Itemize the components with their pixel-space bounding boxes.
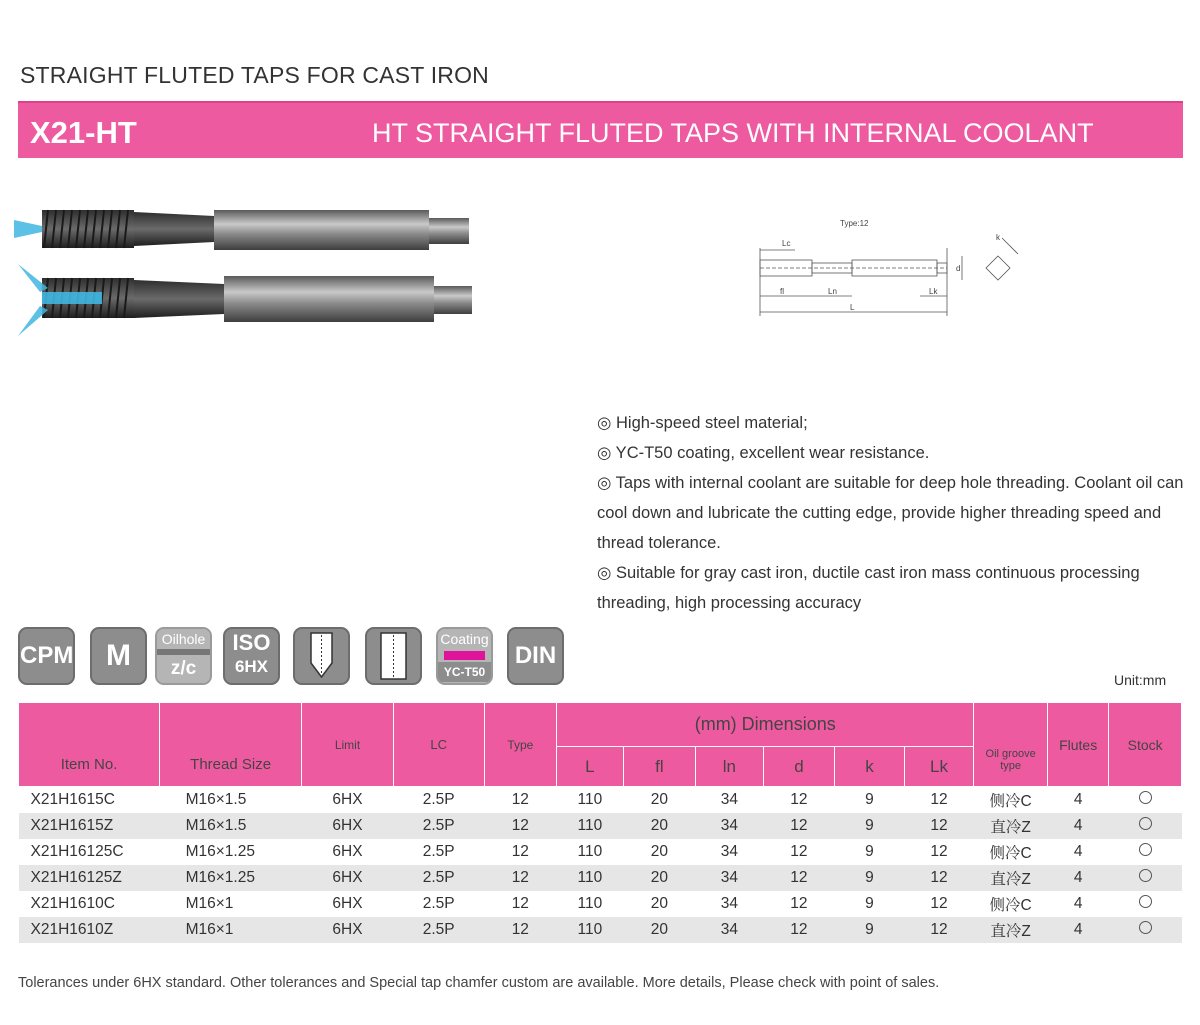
cell-fl: 20: [623, 865, 696, 891]
cell-oil: 直冷Z: [974, 813, 1048, 839]
cell-l: 110: [557, 917, 624, 943]
cell-ln: 34: [720, 895, 739, 912]
cell-item: X21H1615C: [30, 791, 115, 808]
cell-d: 12: [790, 895, 808, 912]
cell-fl: 20: [623, 813, 696, 839]
cell-type: 12: [511, 895, 529, 912]
iso-icon: ISO 6HX: [223, 627, 280, 685]
cell-thread: M16×1: [160, 917, 302, 943]
cell-ln: 34: [696, 813, 764, 839]
feature-item: ◎ YC-T50 coating, excellent wear resistance.: [597, 444, 930, 462]
din-icon: DIN: [507, 627, 564, 685]
col-type: Type: [484, 703, 557, 787]
cell-ln: 34: [696, 865, 764, 891]
stock-circle-icon: [1139, 843, 1152, 856]
cell-flutes: 4: [1073, 843, 1083, 860]
feature-list: [597, 408, 1200, 618]
cell-type: 12: [484, 813, 557, 839]
cell-item: X21H16125C: [30, 843, 124, 860]
table-row: [19, 813, 1182, 839]
cell-flutes: 4: [1047, 813, 1108, 839]
cell-stock: [1109, 865, 1182, 891]
cell-fl: 20: [623, 917, 696, 943]
cell-lc: 2.5P: [393, 813, 484, 839]
table-row: [19, 917, 1182, 943]
cell-limit: 6HX: [332, 791, 363, 808]
cpm-icon: CPM: [18, 627, 75, 685]
col-stock: Stock: [1109, 703, 1182, 787]
cell-thread: M16×1.5: [160, 813, 302, 839]
diagram-l: L: [850, 303, 855, 312]
col-limit: Limit: [302, 703, 394, 787]
cell-thread: M16×1.5: [185, 791, 247, 808]
cell-type: 12: [511, 843, 529, 860]
cell-lk: 12: [930, 895, 948, 912]
tap-dimension-drawing: [740, 208, 1040, 328]
cell-type: 12: [511, 791, 529, 808]
table-row: [19, 865, 1182, 891]
feature-item: ◎ Suitable for gray cast iron, ductile cast iron mass continuous processing threading, high processing accuracy: [597, 564, 1140, 612]
oilhole-icon: [155, 627, 212, 685]
cell-thread: M16×1.25: [160, 865, 302, 891]
cell-lc: 2.5P: [422, 791, 455, 808]
cell-item: X21H16125Z: [19, 865, 160, 891]
cell-fl: 20: [650, 791, 668, 808]
cell-d: 12: [790, 791, 808, 808]
unit-label: Unit:mm: [1114, 672, 1167, 688]
cell-k: 9: [865, 895, 874, 912]
table-row: [19, 839, 1182, 865]
cell-l: 110: [557, 813, 624, 839]
cell-stock: [1109, 839, 1182, 865]
cell-k: 9: [865, 791, 874, 808]
cell-limit: 6HX: [332, 843, 363, 860]
cell-lk: 12: [904, 813, 974, 839]
cell-item: X21H1610C: [30, 895, 115, 912]
cell-oil: 直冷Z: [974, 865, 1048, 891]
cell-ln: 34: [720, 791, 739, 808]
cell-lk: 12: [930, 843, 948, 860]
stock-circle-icon: [1139, 791, 1152, 804]
m-icon: M: [90, 627, 147, 685]
feature-item: ◎ High-speed steel material;: [597, 414, 808, 432]
cell-lk: 12: [930, 791, 948, 808]
stock-circle-icon: [1139, 869, 1152, 882]
cell-k: 9: [865, 843, 874, 860]
product-title: HT STRAIGHT FLUTED TAPS WITH INTERNAL COOLANT: [372, 118, 1094, 148]
cell-limit: 6HX: [302, 865, 394, 891]
cell-l: 110: [577, 791, 603, 808]
page-title: STRAIGHT FLUTED TAPS FOR CAST IRON: [20, 62, 489, 88]
cell-lc: 2.5P: [393, 917, 484, 943]
cell-d: 12: [790, 843, 808, 860]
feature-item: ◎ Taps with internal coolant are suitable for deep hole threading. Coolant oil can cool down and lubricate the cutting edge, provide higher threading speed and thread tolerance.: [597, 474, 1184, 552]
cell-stock: [1109, 787, 1182, 814]
tap-top: [14, 210, 469, 250]
cell-item: X21H1610Z: [19, 917, 160, 943]
product-code: X21-HT: [30, 115, 137, 150]
col-fl: fl: [623, 747, 696, 787]
col-l: L: [557, 747, 624, 787]
oilhole-type: z/c: [157, 655, 210, 683]
footnote: Tolerances under 6HX standard. Other tolerances and Special tap chamfer custom are available. More details, Please check with point of sales.: [18, 975, 940, 991]
cell-lc: 2.5P: [393, 865, 484, 891]
stock-circle-icon: [1139, 921, 1152, 934]
coating-icon: Coating YC-T50: [436, 627, 493, 685]
diagram-ln: Ln: [828, 287, 837, 296]
col-item-no: Item No.: [19, 703, 160, 787]
cell-thread: M16×1: [185, 895, 234, 912]
cell-d: 12: [763, 865, 835, 891]
tap-bottom: [18, 264, 472, 336]
diagram-lk: Lk: [929, 287, 938, 296]
title-banner: [18, 101, 1183, 158]
cell-flutes: 4: [1073, 895, 1083, 912]
col-thread-size: Thread Size: [160, 703, 302, 787]
cell-l: 110: [577, 895, 603, 912]
col-flutes: Flutes: [1047, 703, 1108, 787]
tap-chamfer-icon: [293, 627, 350, 685]
col-ln: ln: [696, 747, 764, 787]
cell-fl: 20: [650, 895, 668, 912]
cell-lk: 12: [904, 917, 974, 943]
cell-oil: 侧冷C: [989, 845, 1032, 862]
col-lc: LC: [393, 703, 484, 787]
cell-d: 12: [763, 917, 835, 943]
diagram-fl: fl: [780, 287, 784, 296]
cell-lc: 2.5P: [422, 895, 455, 912]
cell-item: X21H1615Z: [19, 813, 160, 839]
cell-k: 9: [835, 813, 905, 839]
cell-limit: 6HX: [332, 895, 363, 912]
diagram-lc: Lc: [782, 239, 791, 248]
cell-stock: [1109, 917, 1182, 943]
cell-stock: [1109, 891, 1182, 917]
cell-oil: 侧冷C: [989, 897, 1032, 914]
diagram-k: k: [996, 233, 1000, 242]
cell-fl: 20: [650, 843, 668, 860]
diagram-d: d: [956, 264, 961, 273]
table-row: [19, 787, 1182, 814]
cell-oil: 侧冷C: [989, 793, 1032, 810]
diagram-type-label: Type:12: [840, 219, 869, 228]
stock-circle-icon: [1139, 895, 1152, 908]
cell-k: 9: [835, 865, 905, 891]
cell-l: 110: [577, 843, 603, 860]
col-oil-groove: Oil groove type: [974, 703, 1048, 787]
col-d: d: [763, 747, 835, 787]
oilhole-label: Oilhole: [157, 629, 210, 649]
spec-icon-row: [18, 627, 578, 687]
cell-flutes: 4: [1047, 917, 1108, 943]
col-k: k: [835, 747, 905, 787]
cell-thread: M16×1.25: [185, 843, 255, 860]
cell-type: 12: [484, 917, 557, 943]
cell-ln: 34: [696, 917, 764, 943]
tap-product-photo: [14, 180, 484, 360]
col-dimensions: (mm) Dimensions: [557, 703, 974, 747]
thread-through-icon: [365, 627, 422, 685]
cell-k: 9: [835, 917, 905, 943]
cell-ln: 34: [720, 843, 739, 860]
table-row: [19, 891, 1182, 917]
cell-limit: 6HX: [302, 813, 394, 839]
spec-table: [18, 702, 1182, 943]
cell-flutes: 4: [1073, 791, 1083, 808]
cell-limit: 6HX: [302, 917, 394, 943]
cell-type: 12: [484, 865, 557, 891]
cell-lk: 12: [904, 865, 974, 891]
cell-flutes: 4: [1047, 865, 1108, 891]
stock-circle-icon: [1139, 817, 1152, 830]
cell-d: 12: [763, 813, 835, 839]
cell-lc: 2.5P: [422, 843, 455, 860]
col-lk: Lk: [904, 747, 974, 787]
cell-stock: [1109, 813, 1182, 839]
cell-oil: 直冷Z: [974, 917, 1048, 943]
cell-l: 110: [557, 865, 624, 891]
